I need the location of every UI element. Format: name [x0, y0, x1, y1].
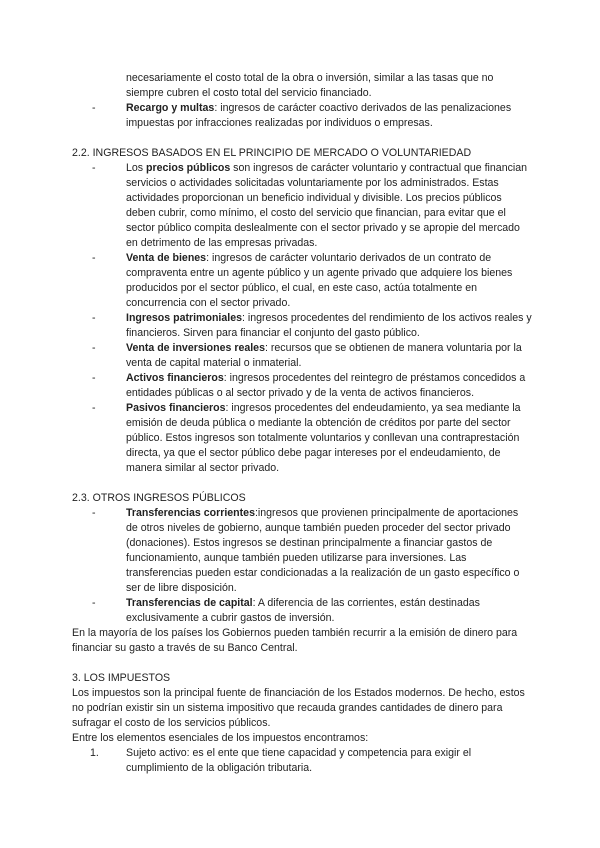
body-paragraph: Los impuestos son la principal fuente de financiación de los Estados modernos. De hecho, estos no podrían existir sin un sistema impositivo que recauda grandes cantidades de dinero para sufragar el costo de los servicios públicos. — [72, 687, 525, 729]
other-revenue-list — [72, 506, 532, 626]
section-heading: 2.2. INGRESOS BASADOS EN EL PRINCIPIO DE MERCADO O VOLUNTARIEDAD — [72, 147, 472, 159]
revenue-list-top — [72, 71, 532, 131]
section-heading: 2.3. OTROS INGRESOS PÚBLICOS — [72, 492, 246, 504]
list-number: 1. — [90, 747, 99, 759]
list-item: - Venta de inversiones reales: recursos que se obtienen de manera voluntaria por la venta de capital material o inmaterial. — [90, 341, 532, 371]
market-revenue-list — [72, 161, 532, 476]
list-item: - Transferencias de capital: A diferencia de las corrientes, están destinadas exclusivamente a cubrir gastos de inversión. — [90, 596, 532, 626]
body-paragraph: Entre los elementos esenciales de los impuestos encontramos: — [72, 732, 369, 744]
list-item: - Los precios públicos son ingresos de carácter voluntario y contractual que financian servicios o actividades solicitadas voluntariamente por los administrados. Estas actividades proporcionan un beneficio individual y divisible. Los precios públicos deben cubrir, como mínimo, el costo del servicio que financian, para evitar que el sector público compita deslealmente con el sector privado y se apropie del mercado en detrimento de las empresas privadas. — [90, 161, 532, 251]
tax-elements-list — [72, 746, 532, 776]
list-item: necesariamente el costo total de la obra o inversión, similar a las tasas que no siempre cubren el costo total del servicio financiado. — [126, 72, 494, 99]
list-item: - Activos financieros: ingresos procedentes del reintegro de préstamos concedidos a entidades públicas o al sector privado y de la venta de activos financieros. — [90, 371, 532, 401]
list-item: - Pasivos financieros: ingresos procedentes del endeudamiento, ya sea mediante la emisión de deuda pública o mediante la obtención de créditos por parte del sector público. Estos ingresos son totalmente voluntarios y conllevan una contraprestación directa, ya que el sector público debe pagar intereses por el endeudamiento, de manera similar al sector privado. — [90, 401, 532, 476]
list-item: 1. Sujeto activo: es el ente que tiene capacidad y competencia para exigir el cumplimiento de la obligación tributaria. — [90, 747, 472, 774]
closing-paragraph: En la mayoría de los países los Gobiernos pueden también recurrir a la emisión de dinero para financiar su gasto a través de su Banco Central. — [72, 627, 518, 654]
section-heading: 3. LOS IMPUESTOS — [72, 672, 171, 684]
list-item: - Recargo y multas: ingresos de carácter coactivo derivados de las penalizaciones impuestas por infracciones realizadas por individuos o empresas. — [90, 101, 532, 131]
list-item: - Venta de bienes: ingresos de carácter voluntario derivados de un contrato de compraventa entre un agente público y un agente privado que adquiere los bienes producidos por el sector público, el cual, en este caso, actúa totalmente en concurrencia con el sector privado. — [90, 251, 532, 311]
list-item: - Ingresos patrimoniales: ingresos procedentes del rendimiento de los activos reales y financieros. Sirven para financiar el conjunto del gasto público. — [90, 311, 532, 341]
list-item: - Transferencias corrientes:ingresos que provienen principalmente de aportaciones de otros niveles de gobierno, aunque también pueden proceder del sector privado (donaciones). Estos ingresos se destinan principalmente a financiar gastos de funcionamiento, aunque también pueden utilizarse para inversiones. Las transferencias pueden estar condicionadas a la realización de un gasto específico o ser de libre disposición. — [90, 506, 532, 596]
document-body — [72, 71, 532, 776]
